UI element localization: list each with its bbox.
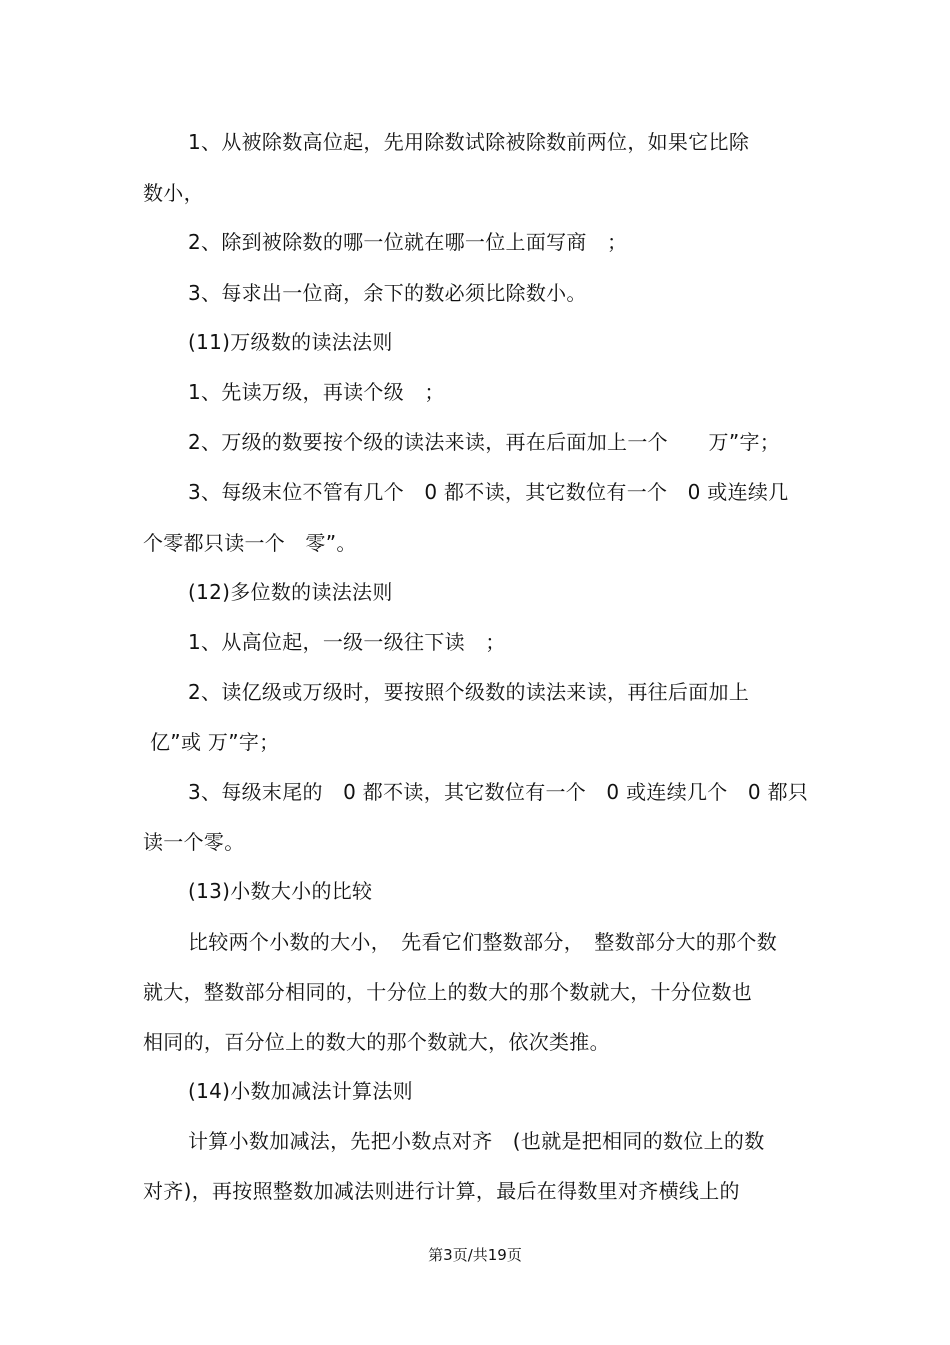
text-line: 比较两个小数的大小， 先看它们整数部分， 整数部分大的那个数	[188, 930, 777, 954]
text-line: 3、每级末尾的 0 都不读，其它数位有一个 0 或连续几个 0 都只	[188, 780, 809, 804]
text-line: 数小，	[143, 181, 204, 205]
text-line: 2、除到被除数的哪一位就在哪一位上面写商 ；	[188, 230, 628, 254]
text-line: 2、读亿级或万级时，要按照个级数的读法来读，再往后面加上	[188, 680, 750, 704]
text-line: 对齐)，再按照整数加减法则进行计算，最后在得数里对齐横线上的	[143, 1179, 740, 1203]
text-line: 1、从被除数高位起，先用除数试除被除数前两位，如果它比除	[188, 130, 750, 154]
page-number: 第3页/共19页	[428, 1246, 522, 1264]
text-line: 1、从高位起，一级一级往下读 ；	[188, 630, 506, 654]
text-line: 计算小数加减法，先把小数点对齐 (也就是把相同的数位上的数	[188, 1129, 765, 1153]
text-line: 个零都只读一个 零”。	[143, 531, 357, 555]
text-line: 就大，整数部分相同的，十分位上的数大的那个数就大，十分位数也	[143, 980, 752, 1004]
text-line: 相同的，百分位上的数大的那个数就大，依次类推。	[143, 1030, 610, 1054]
section-heading: (13)小数大小的比较	[188, 879, 373, 903]
section-heading: (11)万级数的读法法则	[188, 330, 393, 354]
section-heading: (14)小数加减法计算法则	[188, 1079, 413, 1103]
text-line: 亿”或 万”字；	[150, 730, 280, 754]
text-line: 3、每求出一位商，余下的数必须比除数小。	[188, 281, 587, 305]
section-heading: (12)多位数的读法法则	[188, 580, 393, 604]
text-line: 1、先读万级，再读个级 ；	[188, 380, 445, 404]
text-line: 3、每级末位不管有几个 0 都不读，其它数位有一个 0 或连续几	[188, 480, 789, 504]
text-line: 2、万级的数要按个级的读法来读，再在后面加上一个 万”字；	[188, 430, 781, 454]
text-line: 读一个零。	[143, 830, 245, 854]
